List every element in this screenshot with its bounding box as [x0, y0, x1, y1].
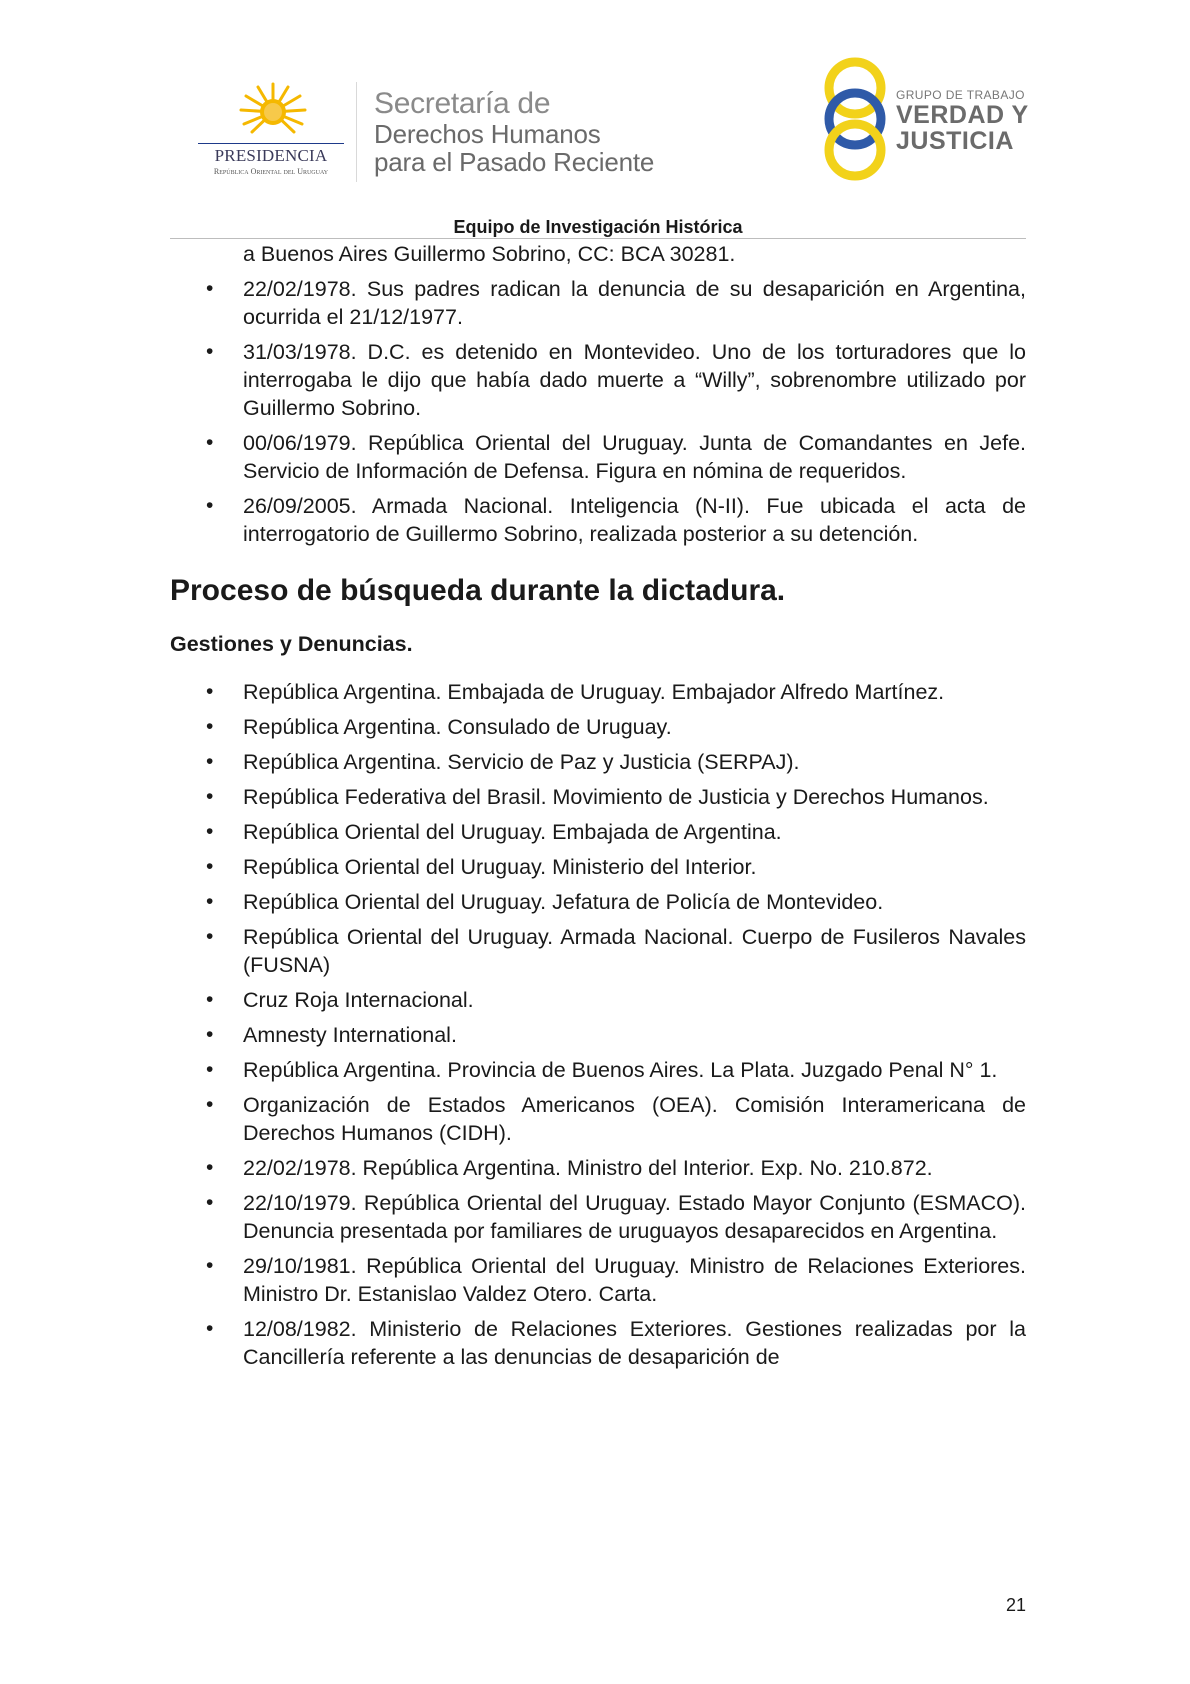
list-item: • 12/08/1982. Ministerio de Relaciones Exteriores. Gestiones realizadas por la Cancillería referente a las denuncias de desaparición de — [170, 1315, 1026, 1371]
header-rule — [170, 238, 1026, 239]
list-item: • República Oriental del Uruguay. Jefatura de Policía de Montevideo. — [170, 888, 1026, 916]
secretaria-line-2: Derechos Humanos — [374, 119, 601, 149]
list-item: • Organización de Estados Americanos (OEA). Comisión Interamericana de Derechos Humanos (CIDH). — [170, 1091, 1026, 1147]
presidencia-logo — [196, 82, 346, 182]
list-item: • República Oriental del Uruguay. Ministerio del Interior. — [170, 853, 1026, 881]
verdad-justicia-logo — [820, 56, 1030, 184]
list-item: • 31/03/1978. D.C. es detenido en Montevideo. Uno de los torturadores que lo interrogaba le dijo que había dado muerte a “Willy”, sobrenombre utilizado por Guillermo Sobrino. — [170, 338, 1026, 422]
gtvj-title-line-1: VERDAD Y — [896, 101, 1029, 129]
list-item: • República Argentina. Embajada de Uruguay. Embajador Alfredo Martínez. — [170, 678, 1026, 706]
sun-emblem-icon — [238, 82, 308, 134]
secretaria-line-3: para el Pasado Reciente — [374, 147, 655, 177]
presidencia-subtitle: República Oriental del Uruguay — [213, 167, 329, 176]
list-item: • República Argentina. Consulado de Uruguay. — [170, 713, 1026, 741]
list-item: • República Oriental del Uruguay. Armada Nacional. Cuerpo de Fusileros Navales (FUSNA) — [170, 923, 1026, 979]
list-item: • 26/09/2005. Armada Nacional. Inteligencia (N-II). Fue ubicada el acta de interrogatorio de Guillermo Sobrino, realizada posterior a su detención. — [170, 492, 1026, 548]
list-item: • 22/02/1978. Sus padres radican la denuncia de su desaparición en Argentina, ocurrida el 21/12/1977. — [170, 275, 1026, 331]
list-item: • República Oriental del Uruguay. Embajada de Argentina. — [170, 818, 1026, 846]
page-number: 21 — [1005, 1595, 1026, 1615]
presidencia-rule — [198, 143, 344, 144]
list-item: • República Argentina. Provincia de Buenos Aires. La Plata. Juzgado Penal N° 1. — [170, 1056, 1026, 1084]
section-heading: Proceso de búsqueda durante la dictadura. — [170, 574, 786, 607]
team-title: Equipo de Investigación Histórica — [453, 217, 743, 237]
logo-divider — [356, 82, 357, 182]
secretaria-line-1: Secretaría de — [374, 87, 551, 120]
list-item: • República Federativa del Brasil. Movimiento de Justicia y Derechos Humanos. — [170, 783, 1026, 811]
secretaria-logo — [374, 88, 654, 176]
page-header — [0, 0, 1190, 240]
list-item: • 00/06/1979. República Oriental del Uruguay. Junta de Comandantes en Jefe. Servicio de Información de Defensa. Figura en nómina de requeridos. — [170, 429, 1026, 485]
gtvj-subtitle: GRUPO DE TRABAJO — [896, 88, 1025, 102]
list-item: • 29/10/1981. República Oriental del Uruguay. Ministro de Relaciones Exteriores. Ministro Dr. Estanislao Valdez Otero. Carta. — [170, 1252, 1026, 1308]
continuation-line: a Buenos Aires Guillermo Sobrino, CC: BCA 30281. — [243, 242, 736, 266]
linked-rings-icon — [820, 56, 890, 182]
presidencia-title: PRESIDENCIA — [214, 146, 328, 165]
list-item: • República Argentina. Servicio de Paz y Justicia (SERPAJ). — [170, 748, 1026, 776]
timeline-list — [170, 275, 1026, 548]
list-item: • Amnesty International. — [170, 1021, 1026, 1049]
subsection-heading: Gestiones y Denuncias. — [170, 632, 413, 656]
list-item: • 22/10/1979. República Oriental del Uruguay. Estado Mayor Conjunto (ESMACO). Denuncia presentada por familiares de uruguayos desaparecidos en Argentina. — [170, 1189, 1026, 1245]
gestiones-list — [170, 678, 1026, 1371]
list-item: • 22/02/1978. República Argentina. Ministro del Interior. Exp. No. 210.872. — [170, 1154, 1026, 1182]
document-body — [170, 240, 1026, 1371]
gtvj-title-line-2: JUSTICIA — [896, 127, 1014, 155]
list-item: • Cruz Roja Internacional. — [170, 986, 1026, 1014]
